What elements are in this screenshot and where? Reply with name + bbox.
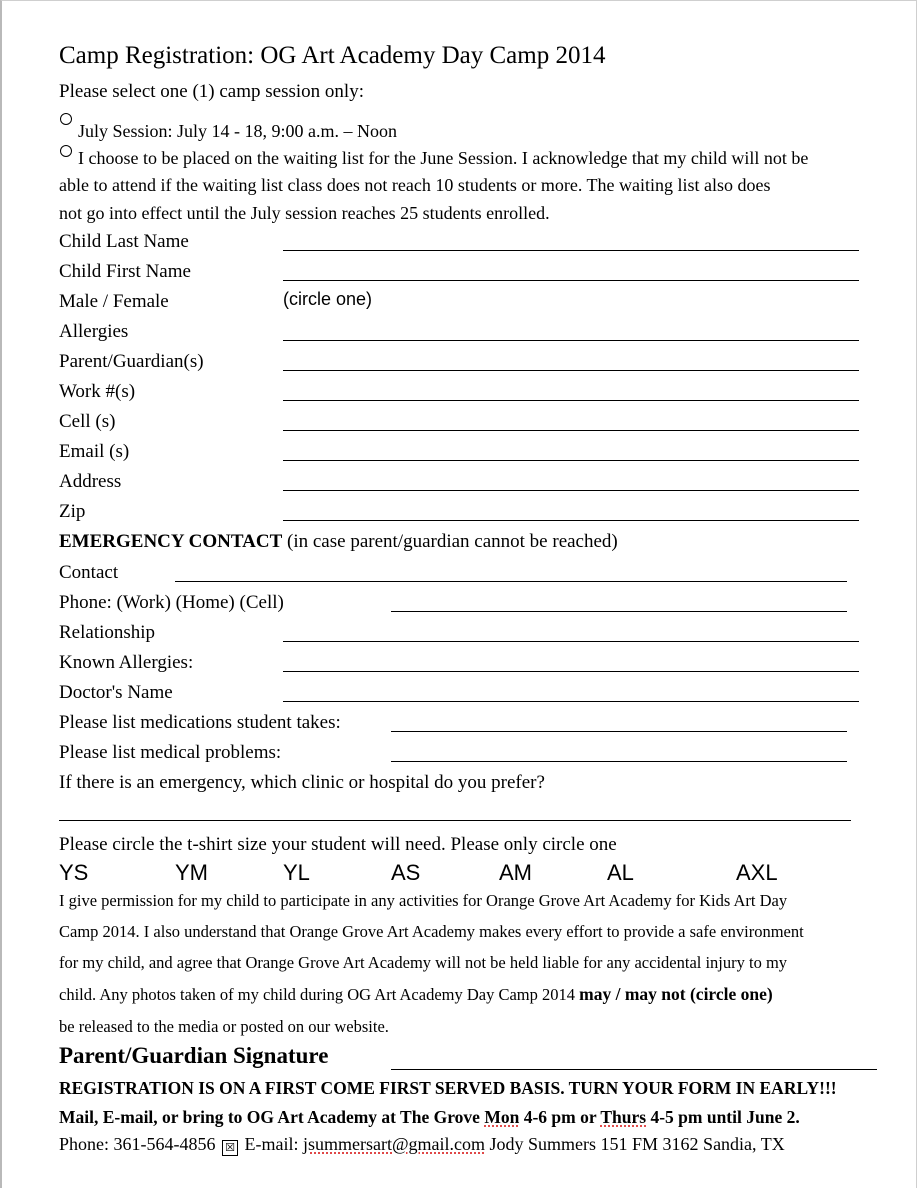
thurs-text: Thurs — [600, 1107, 647, 1127]
medical-problems-field[interactable] — [391, 761, 847, 762]
address-label: Address — [59, 471, 122, 492]
contact-address: Jody Summers 151 FM 3162 Sandia, TX — [485, 1134, 785, 1154]
hospital-preference-label: If there is an emergency, which clinic or hospital do you prefer? — [59, 772, 545, 793]
contact-field[interactable] — [175, 581, 847, 582]
tshirt-size-as[interactable]: AS — [391, 860, 421, 885]
mail-instructions-end: 4-5 pm until June 2. — [646, 1107, 800, 1127]
child-last-name-field[interactable] — [283, 250, 859, 251]
allergies-label: Allergies — [59, 321, 129, 342]
email-label: Email (s) — [59, 441, 130, 462]
doctor-name-label: Doctor's Name — [59, 682, 173, 703]
emergency-heading — [59, 531, 618, 553]
waitlist-text-line2: able to attend if the waiting list class does not reach 10 students or more. The waiting list also does — [59, 175, 771, 195]
tshirt-size-yl[interactable]: YL — [283, 860, 310, 885]
session-prompt: Please select one (1) camp session only: — [59, 81, 364, 102]
child-last-name-label: Child Last Name — [59, 231, 189, 252]
permission-line1: I give permission for my child to participate in any activities for Orange Grove Art Academy for Kids Art Day — [59, 891, 788, 910]
mail-instructions — [59, 1107, 800, 1128]
permission-line2: Camp 2014. I also understand that Orange Grove Art Academy makes every effort to provide a safe environment — [59, 922, 804, 941]
work-phone-label: Work #(s) — [59, 381, 136, 402]
page-title: Camp Registration: OG Art Academy Day Camp 2014 — [59, 42, 606, 69]
radio-waiting-list[interactable] — [60, 145, 72, 157]
relationship-label: Relationship — [59, 622, 156, 643]
tshirt-size-al[interactable]: AL — [607, 860, 634, 885]
zip-field[interactable] — [283, 520, 859, 521]
tshirt-size-ym[interactable]: YM — [175, 860, 208, 885]
child-first-name-field[interactable] — [283, 280, 859, 281]
emergency-phone-field[interactable] — [391, 611, 847, 612]
parent-guardian-label: Parent/Guardian(s) — [59, 351, 204, 372]
permission-line3: for my child, and agree that Orange Grove Art Academy will not be held liable for any accidental injury to my — [59, 953, 788, 972]
emergency-phone-label: Phone: (Work) (Home) (Cell) — [59, 592, 284, 613]
medical-problems-label: Please list medical problems: — [59, 742, 282, 763]
permission-line5: be released to the media or posted on our website. — [59, 1017, 389, 1036]
child-first-name-label: Child First Name — [59, 261, 191, 282]
permission-line4 — [59, 984, 773, 1005]
contact-label: Contact — [59, 562, 119, 583]
mail-instructions-mid: 4-6 pm or — [519, 1107, 601, 1127]
waitlist-text-line1: I choose to be placed on the waiting list for the June Session. I acknowledge that my child will not be — [78, 148, 809, 168]
gender-label: Male / Female — [59, 291, 169, 312]
address-field[interactable] — [283, 490, 859, 491]
email-field[interactable] — [283, 460, 859, 461]
tshirt-size-ys[interactable]: YS — [59, 860, 89, 885]
doctor-name-field[interactable] — [283, 701, 859, 702]
emergency-heading-bold: EMERGENCY CONTACT — [59, 531, 283, 552]
known-allergies-field[interactable] — [283, 671, 859, 672]
tshirt-size-axl[interactable]: AXL — [736, 860, 778, 885]
registration-notice: REGISTRATION IS ON A FIRST COME FIRST SERVED BASIS. TURN YOUR FORM IN EARLY!!! — [59, 1078, 837, 1098]
contact-line — [59, 1134, 785, 1156]
cell-phone-label: Cell (s) — [59, 411, 116, 432]
signature-field[interactable] — [391, 1069, 877, 1070]
tshirt-size-am[interactable]: AM — [499, 860, 532, 885]
gender-hint: (circle one) — [283, 289, 373, 309]
allergies-field[interactable] — [283, 340, 859, 341]
mail-instructions-start: Mail, E-mail, or bring to OG Art Academy at The Grove — [59, 1107, 485, 1127]
permission-line4-text: child. Any photos taken of my child during OG Art Academy Day Camp 2014 — [59, 985, 580, 1004]
known-allergies-label: Known Allergies: — [59, 652, 194, 673]
medications-field[interactable] — [391, 731, 847, 732]
email-address[interactable]: jsummersart@gmail.com — [302, 1134, 486, 1154]
parent-guardian-field[interactable] — [283, 370, 859, 371]
waitlist-text-line3: not go into effect until the July session reaches 25 students enrolled. — [59, 203, 550, 223]
tshirt-prompt: Please circle the t-shirt size your student will need. Please only circle one — [59, 834, 617, 855]
cell-phone-field[interactable] — [283, 430, 859, 431]
relationship-field[interactable] — [283, 641, 859, 642]
july-session-label: July Session: July 14 - 18, 9:00 a.m. – Noon — [78, 121, 398, 141]
photo-consent-choice[interactable]: may / may not (circle one) — [579, 984, 773, 1004]
checkbox-symbol-icon: ☒ — [222, 1140, 238, 1156]
emergency-heading-note: (in case parent/guardian cannot be reached) — [282, 531, 618, 552]
signature-label: Parent/Guardian Signature — [59, 1043, 329, 1068]
hospital-preference-field[interactable] — [59, 820, 851, 821]
email-label-text: E-mail: — [240, 1134, 303, 1154]
work-phone-field[interactable] — [283, 400, 859, 401]
medications-label: Please list medications student takes: — [59, 712, 341, 733]
phone-text: Phone: 361-564-4856 — [59, 1134, 220, 1154]
zip-label: Zip — [59, 501, 86, 522]
mon-text: Mon — [484, 1107, 520, 1127]
radio-july-session[interactable] — [60, 113, 72, 125]
